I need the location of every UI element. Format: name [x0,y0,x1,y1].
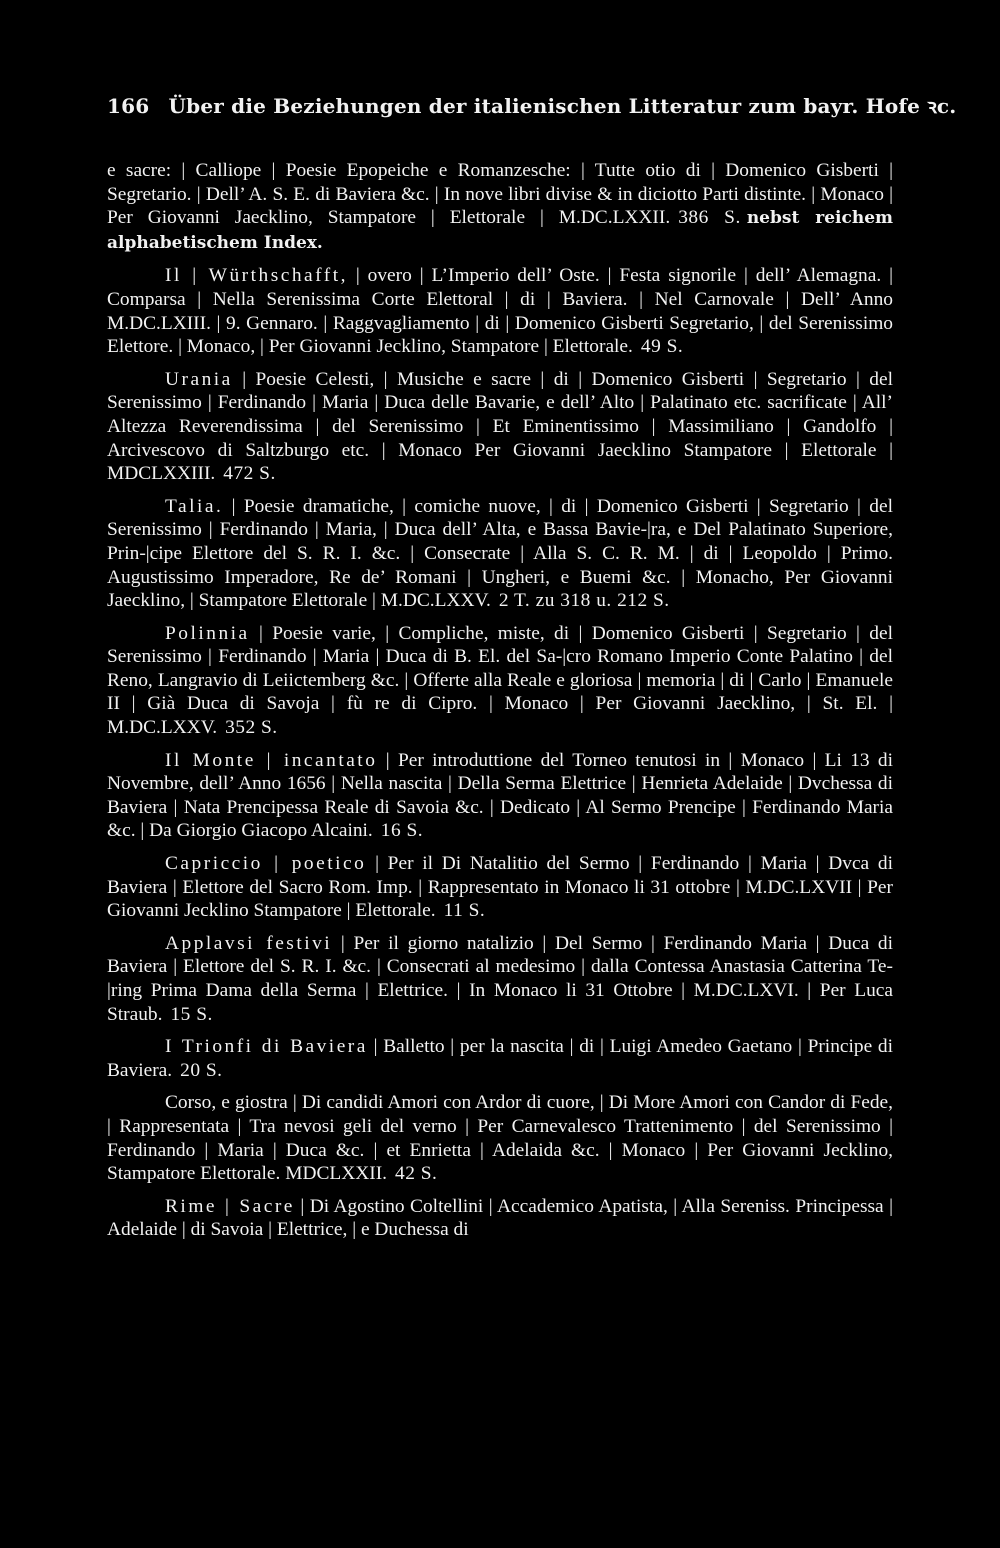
entry-title: Urania [165,368,233,390]
bibliography-entry [107,368,893,486]
entry-text: | Balletto | per la nascita | di | Luigi Amedeo Gaetano | Principe di Baviera. [107,1036,893,1081]
entry-text: Corso, e giostra | Di candidi Amori con Ardor di cuore, | Di More Amori con Candor di Fede, | Rappresentata | Tra nevosi geli del verno | Per Carnevalesco Trattenimento | del Serenissimo | Ferdinando | Maria | Duca &c. | et Enrietta | Adelaida &c. | Monaco | Per Giovanni Jecklino, Stampatore Elettorale. MDCLXXII. [107,1092,893,1185]
entry-title: I Trionfi di Baviera [165,1036,368,1058]
entry-size: 20 S. [180,1059,223,1081]
entry-size: 2 T. zu 318 u. 212 S. [498,590,670,612]
running-head-title: Über die Beziehungen der italienischen Litteratur zum bayr. Hofe ꝛc. [168,94,957,118]
entry-size: 352 S. [225,717,278,739]
bibliography-entry [107,749,893,843]
entry-size: 15 S. [170,1003,213,1025]
running-head [107,92,957,119]
entry-title: Il Monte | incantato [165,749,378,771]
entry-size: 49 S. [640,336,684,358]
bibliography-entry [107,495,893,613]
entry-text: e sacre: | Calliope | Poesie Epopeiche e Romanzesche: | Tutte otio di | Domenico Gisberti | Segretario. | Dell’ A. S. E. di Baviera &c. | In nove libri divise & in diciotto Parti distinte. | Monaco | Per Giovanni Jaecklino, Stampatore | Elettorale | M.DC.LXXII. [107,160,893,229]
entry-text: | Per introduttione del Torneo tenutosi in | Monaco | Li 13 di Novembre, dell’ Anno 1656 | Nella nascita | Della Serma Elettrice | Henrieta Adelaide | Dvchessa di Baviera | Nata Prencipessa Reale di Savoia &c. | Dedicato | Al Sermo Prencipe | Ferdinando Maria &c. | Da Giorgio Giacopo Alcaini. [107,749,893,842]
entry-text: | Per il Di Natalitio del Sermo | Ferdinando | Maria | Dvca di Baviera | Elettore del Sacro Rom. Imp. | Rappresentato in Monaco li 31 ottobre | M.DC.LXVII | Per Giovanni Jecklino Stampatore | Elettorale. [107,853,893,922]
bibliography-entry [107,1195,893,1242]
bibliography-entry [107,264,893,358]
entry-title: Polinnia [165,622,250,644]
entry-size: 472 S. [223,463,276,485]
bibliography-entry [107,1091,893,1185]
entry-text: | overo | L’Imperio dell’ Oste. | Festa signorile | dell’ Alemagna. | Comparsa | Nella Serenissima Corte Elettoral | di | Baviera. | Nel Carnovale | Dell’ Anno M.DC.LXIII. | 9. Gennaro. | Raggvagliamento | di | Domenico Gisberti Segretario, | del Serenissimo Elettore. | Monaco, | Per Giovanni Jecklino, Stampatore | Elettorale. [107,265,893,358]
entry-note: nebst reichem alphabetischem Index. [107,208,893,253]
entry-text: | Di Agostino Coltellini | Accademico Apatista, | Alla Sereniss. Principessa | Adelaide | di Savoia | Elettrice, | e Duchessa di [107,1195,893,1241]
entry-title: Rime | Sacre [165,1195,295,1217]
entry-size: 16 S. [380,820,424,842]
bibliography-entry [107,622,893,740]
entry-size: 42 S. [395,1163,438,1185]
bibliography-entry [107,852,893,923]
entry-title: Il | Würthschafft, [165,265,348,287]
entry-title: Talia. [165,495,224,517]
entry-text: | Per il giorno natalizio | Del Sermo | Ferdinando Maria | Duca di Baviera | Elettore del S. R. I. &c. | Consecrati al medesimo | dalla Contessa Anastasia Catterina Te-|ring Prima Dama della Serma | Elettrice. | In Monaco li 31 Ottobre | M.DC.LXVI. | Per Luca Straub. [107,932,893,1025]
entry-text: | Poesie Celesti, | Musiche e sacre | di | Domenico Gisberti | Segretario | del Serenissimo | Ferdinando | Maria | Duca delle Bavarie, e dell’ Alto | Palatinato etc. sacrificate | All’ Altezza Reverendissima | del Serenissimo | Et Eminentissimo | Massimiliano | Gandolfo | Arcivescovo di Saltzburgo etc. | Monaco Per Giovanni Jaecklino Stampatore | Elettorale | MDCLXXIII. [107,368,893,485]
entry-text: | Poesie dramatiche, | comiche nuove, | di | Domenico Gisberti | Segretario | del Serenissimo | Ferdinando | Maria, | Duca dell’ Alta, e Bassa Bavie-|ra, e Del Palatinato Superiore, Prin-|cipe Elettore del S. R. I. &c. | Consecrate | Alla S. C. R. M. | di | Leopoldo | Primo. Augustissimo Imperadore, Re de’ Romani | Ungheri, e Buemi &c. | Monacho, Per Giovanni Jaecklino, | Stampatore Elettorale | M.DC.LXXV. [107,495,893,612]
bibliography-entry [107,159,893,255]
bibliography-entries [107,159,893,1242]
bibliography-entry [107,932,893,1026]
entry-size: 386 S. [678,207,741,229]
page-number: 166 [107,94,150,118]
entry-text: | Poesie varie, | Compliche, miste, di | Domenico Gisberti | Segretario | del Serenissimo | Ferdinando | Maria | Duca di B. El. del Sa-|cro Romano Imperio Conte Palatino | del Reno, Langravio di Leiictemberg &c. | Offerte alla Reale e gloriosa | memoria | di | Carlo | Emanuele II | Già Duca di Savoja | fù re di Cipro. | Monaco | Per Giovanni Jaecklino, | St. El. | M.DC.LXXV. [107,622,893,739]
entry-size: 11 S. [443,900,486,922]
entry-title: Capriccio | poetico [165,853,367,875]
page [107,92,957,1251]
entry-title: Applavsi festivi [165,932,333,954]
bibliography-entry [107,1035,893,1082]
